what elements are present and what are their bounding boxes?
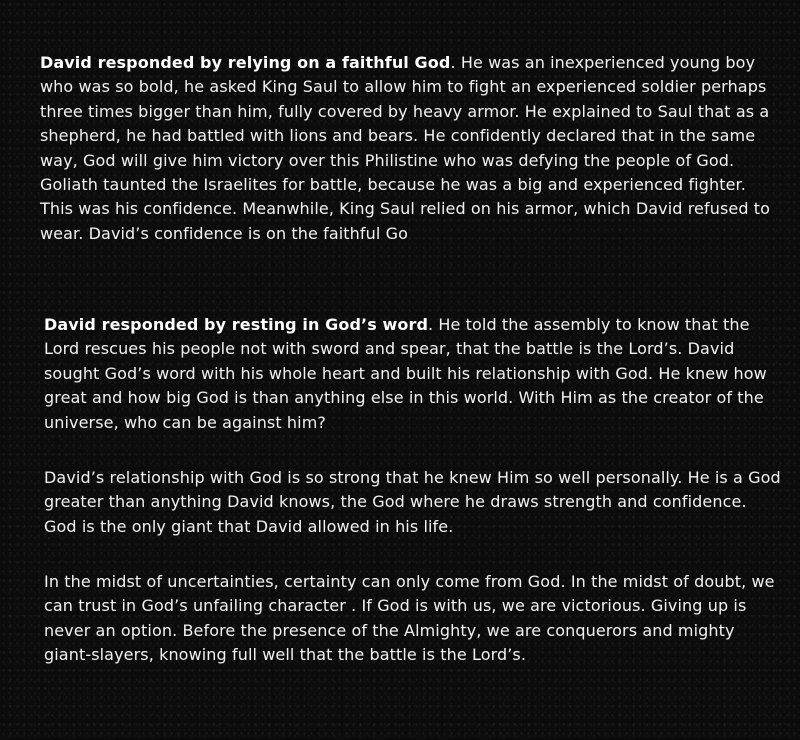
paragraph-body: In the midst of uncertainties, certainty can only come from God. In the midst of doubt, we can trust in God’s unfailing character . If God is with us, we are victorious. Giving up is never an option. Before the presence of the Almighty, we are conquerors and mighty giant-slayers, knowing full well that the battle is the Lord’s.: [44, 572, 775, 665]
paragraph-lead: David responded by resting in God’s word: [44, 315, 429, 334]
paragraph-body: David’s relationship with God is so strong that he knew Him so well personally. He is a God greater than anything David knows, the God where he draws strength and confidence. God is the only giant that David allowed in his life.: [44, 468, 781, 536]
paragraph-lead: David responded by relying on a faithful God: [40, 53, 451, 72]
paragraph-faithful-god: [40, 51, 780, 246]
paragraph-body: . He was an inexperienced young boy who was so bold, he asked King Saul to allow him to fight an experienced soldier perhaps three times bigger than him, fully covered by heavy armor. He explained to Saul that as a shepherd, he had battled with lions and bears. He confidently declared that in the same way, God will give him victory over this Philistine who was defying the people of God. Goliath taunted the Israelites for battle, because he was a big and experienced fighter. This was his confidence. Meanwhile, King Saul relied on his armor, which David refused to wear. David’s confidence is on the faithful Go: [40, 53, 771, 243]
paragraph-certainty: [44, 570, 784, 668]
paragraph-body: . He told the assembly to know that the Lord rescues his people not with sword and spear, that the battle is the Lord’s. David sought God’s word with his whole heart and built his relationship with God. He knew how great and how big God is than anything else in this world. With Him as the creator of the universe, who can be against him?: [44, 315, 767, 432]
paragraph-gods-word: [44, 313, 784, 435]
paragraph-relationship: [44, 466, 784, 539]
